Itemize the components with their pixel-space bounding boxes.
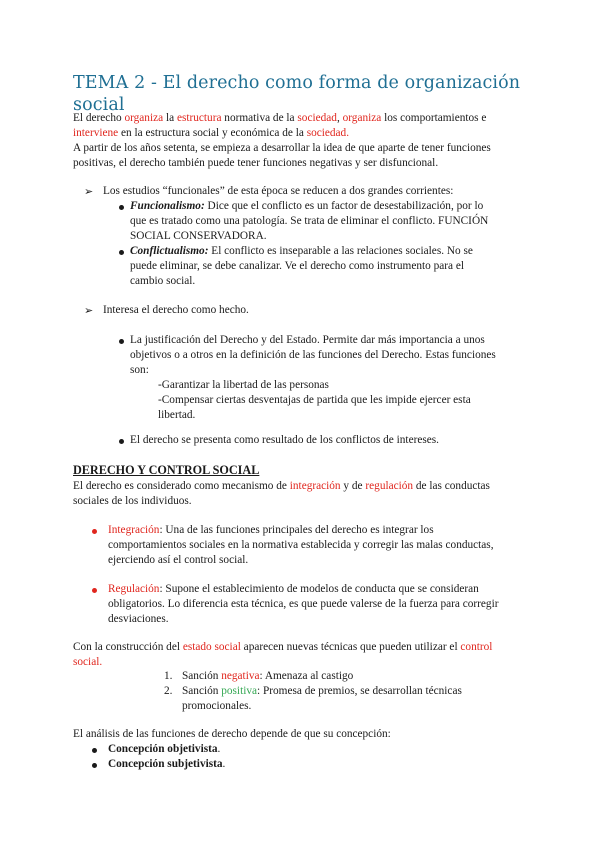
text: . <box>222 758 226 770</box>
integracion-line-1 <box>108 523 593 538</box>
intro-paragraph-2-line-2: positivas, el derecho también puede tener funciones negativas y ser disfuncional. <box>73 157 439 169</box>
estado-social-line-2: social. <box>73 656 103 668</box>
funcionalismo-line-3: SOCIAL CONSERVADORA. <box>130 230 267 242</box>
conflictualismo-line-3: cambio social. <box>130 275 196 287</box>
concepcion-subjetivista <box>108 757 508 772</box>
text: Con la construcción del <box>73 641 183 653</box>
text: los comportamientos e <box>381 112 487 124</box>
regulacion-line-3: desviaciones. <box>108 613 169 625</box>
control-paragraph-line-1 <box>73 479 593 494</box>
bold-text: Concepción subjetivista <box>108 758 223 770</box>
integracion-line-2: comportamientos sociales en la normativa establecida y corregir las malas conductas, <box>108 539 494 551</box>
text: Dice que el conflicto es un factor de desestabilización, por lo <box>204 200 484 212</box>
text: El conflicto es inseparable a las relaciones sociales. No se <box>208 245 473 257</box>
sub-item-2-line-2: libertad. <box>158 409 196 421</box>
bold-text: Concepción objetivista <box>108 743 218 755</box>
highlight-text: organiza <box>124 112 164 124</box>
highlight-text: sociedad <box>297 112 337 124</box>
bullet-icon <box>92 588 97 593</box>
bullet-icon <box>119 250 124 255</box>
highlight-text: negativa <box>221 670 260 682</box>
sancion-positiva-line-2: promocionales. <box>182 700 252 712</box>
text: Sanción <box>182 670 222 682</box>
text: en la estructura social y económica de la <box>118 127 307 139</box>
bullet-icon <box>92 529 97 534</box>
funcionalismo-line-2: que es tratado como una patología. Se trata de eliminar el conflicto. FUNCIÓN <box>130 215 489 227</box>
list-number: 1. <box>164 670 173 682</box>
text: : Amenaza al castigo <box>259 670 354 682</box>
bullet-icon <box>119 339 124 344</box>
highlight-text: sociedad. <box>306 127 350 139</box>
justificacion-line-2: objetivos o a otros en la definición de las funciones del Derecho. Estas funciones <box>130 349 496 361</box>
sancion-positiva-line-1 <box>182 684 582 699</box>
conflictualismo-line-2: puede eliminar, se debe canalizar. Ve el derecho como instrumento para el <box>130 260 465 272</box>
term-bold: Conflictualismo: <box>130 245 209 257</box>
conflictos-item: El derecho se presenta como resultado de los conflictos de intereses. <box>130 434 439 446</box>
bullet-icon <box>119 439 124 444</box>
sub-item-1: -Garantizar la libertad de las personas <box>158 379 329 391</box>
section-heading: DERECHO Y CONTROL SOCIAL <box>73 463 260 477</box>
section2-intro: Interesa el derecho como hecho. <box>103 304 249 316</box>
highlight-text: regulación <box>365 480 414 492</box>
text: y de <box>340 480 366 492</box>
control-paragraph-line-2: sociales de los individuos. <box>73 495 192 507</box>
text: , <box>336 112 343 124</box>
bullet-icon <box>92 748 97 753</box>
integracion-line-3: ejerciendo así el control social. <box>108 554 249 566</box>
list-number: 2. <box>164 685 173 697</box>
bullet-icon <box>119 205 124 210</box>
highlight-text: control <box>460 641 493 653</box>
intro-line-2 <box>73 126 593 141</box>
sancion-negativa <box>182 669 582 684</box>
term-bold: Funcionalismo: <box>130 200 205 212</box>
text: normativa de la <box>221 112 298 124</box>
analisis-paragraph: El análisis de las funciones de derecho depende de que su concepción: <box>73 728 391 740</box>
text: : Supone el establecimiento de modelos de conducta que se consideran <box>159 583 479 595</box>
concepcion-objetivista <box>108 742 508 757</box>
sub-item-2-line-1: -Compensar ciertas desventajas de partida que les impide ejercer esta <box>158 394 471 406</box>
funcionalismo-line-1 <box>130 199 590 214</box>
justificacion-line-1: La justificación del Derecho y del Estado. Permite dar más importancia a unos <box>130 334 485 346</box>
arrow-bullet-icon: ➢ <box>84 304 94 317</box>
highlight-text: estructura <box>176 112 222 124</box>
justificacion-line-3: son: <box>130 364 149 376</box>
regulacion-line-1 <box>108 582 593 597</box>
estado-social-line-1 <box>73 640 593 655</box>
highlight-text: positiva <box>221 685 258 697</box>
text: El derecho es considerado como mecanismo de <box>73 480 290 492</box>
regulacion-line-2: obligatorios. Lo diferencia esta técnica, es que puede valerse de la fuerza para corregir <box>108 598 499 610</box>
intro-line-1 <box>73 111 593 126</box>
text: : Promesa de premios, se desarrollan técnicas <box>257 685 462 697</box>
highlight-text: Regulación <box>108 583 160 595</box>
intro-paragraph-2-line-1: A partir de los años setenta, se empieza a desarrollar la idea de que aparte de tener funciones <box>73 142 491 154</box>
conflictualismo-line-1 <box>130 244 590 259</box>
highlight-text: organiza <box>342 112 382 124</box>
page-title: TEMA 2 - El derecho como forma de organización social <box>73 73 521 115</box>
text: El derecho <box>73 112 125 124</box>
highlight-text: estado social <box>182 641 241 653</box>
text: : Una de las funciones principales del derecho es integrar los <box>159 524 434 536</box>
text: la <box>163 112 177 124</box>
text: aparecen nuevas técnicas que pueden utilizar el <box>240 641 461 653</box>
text: Sanción <box>182 685 222 697</box>
text: . <box>217 743 221 755</box>
highlight-text: integración <box>289 480 341 492</box>
highlight-text: Integración <box>108 524 160 536</box>
highlight-text: interviene <box>73 127 119 139</box>
arrow-bullet-icon: ➢ <box>84 185 94 198</box>
section1-intro: Los estudios “funcionales” de esta época se reducen a dos grandes corrientes: <box>103 185 454 197</box>
bullet-icon <box>92 763 97 768</box>
text: de las conductas <box>413 480 490 492</box>
